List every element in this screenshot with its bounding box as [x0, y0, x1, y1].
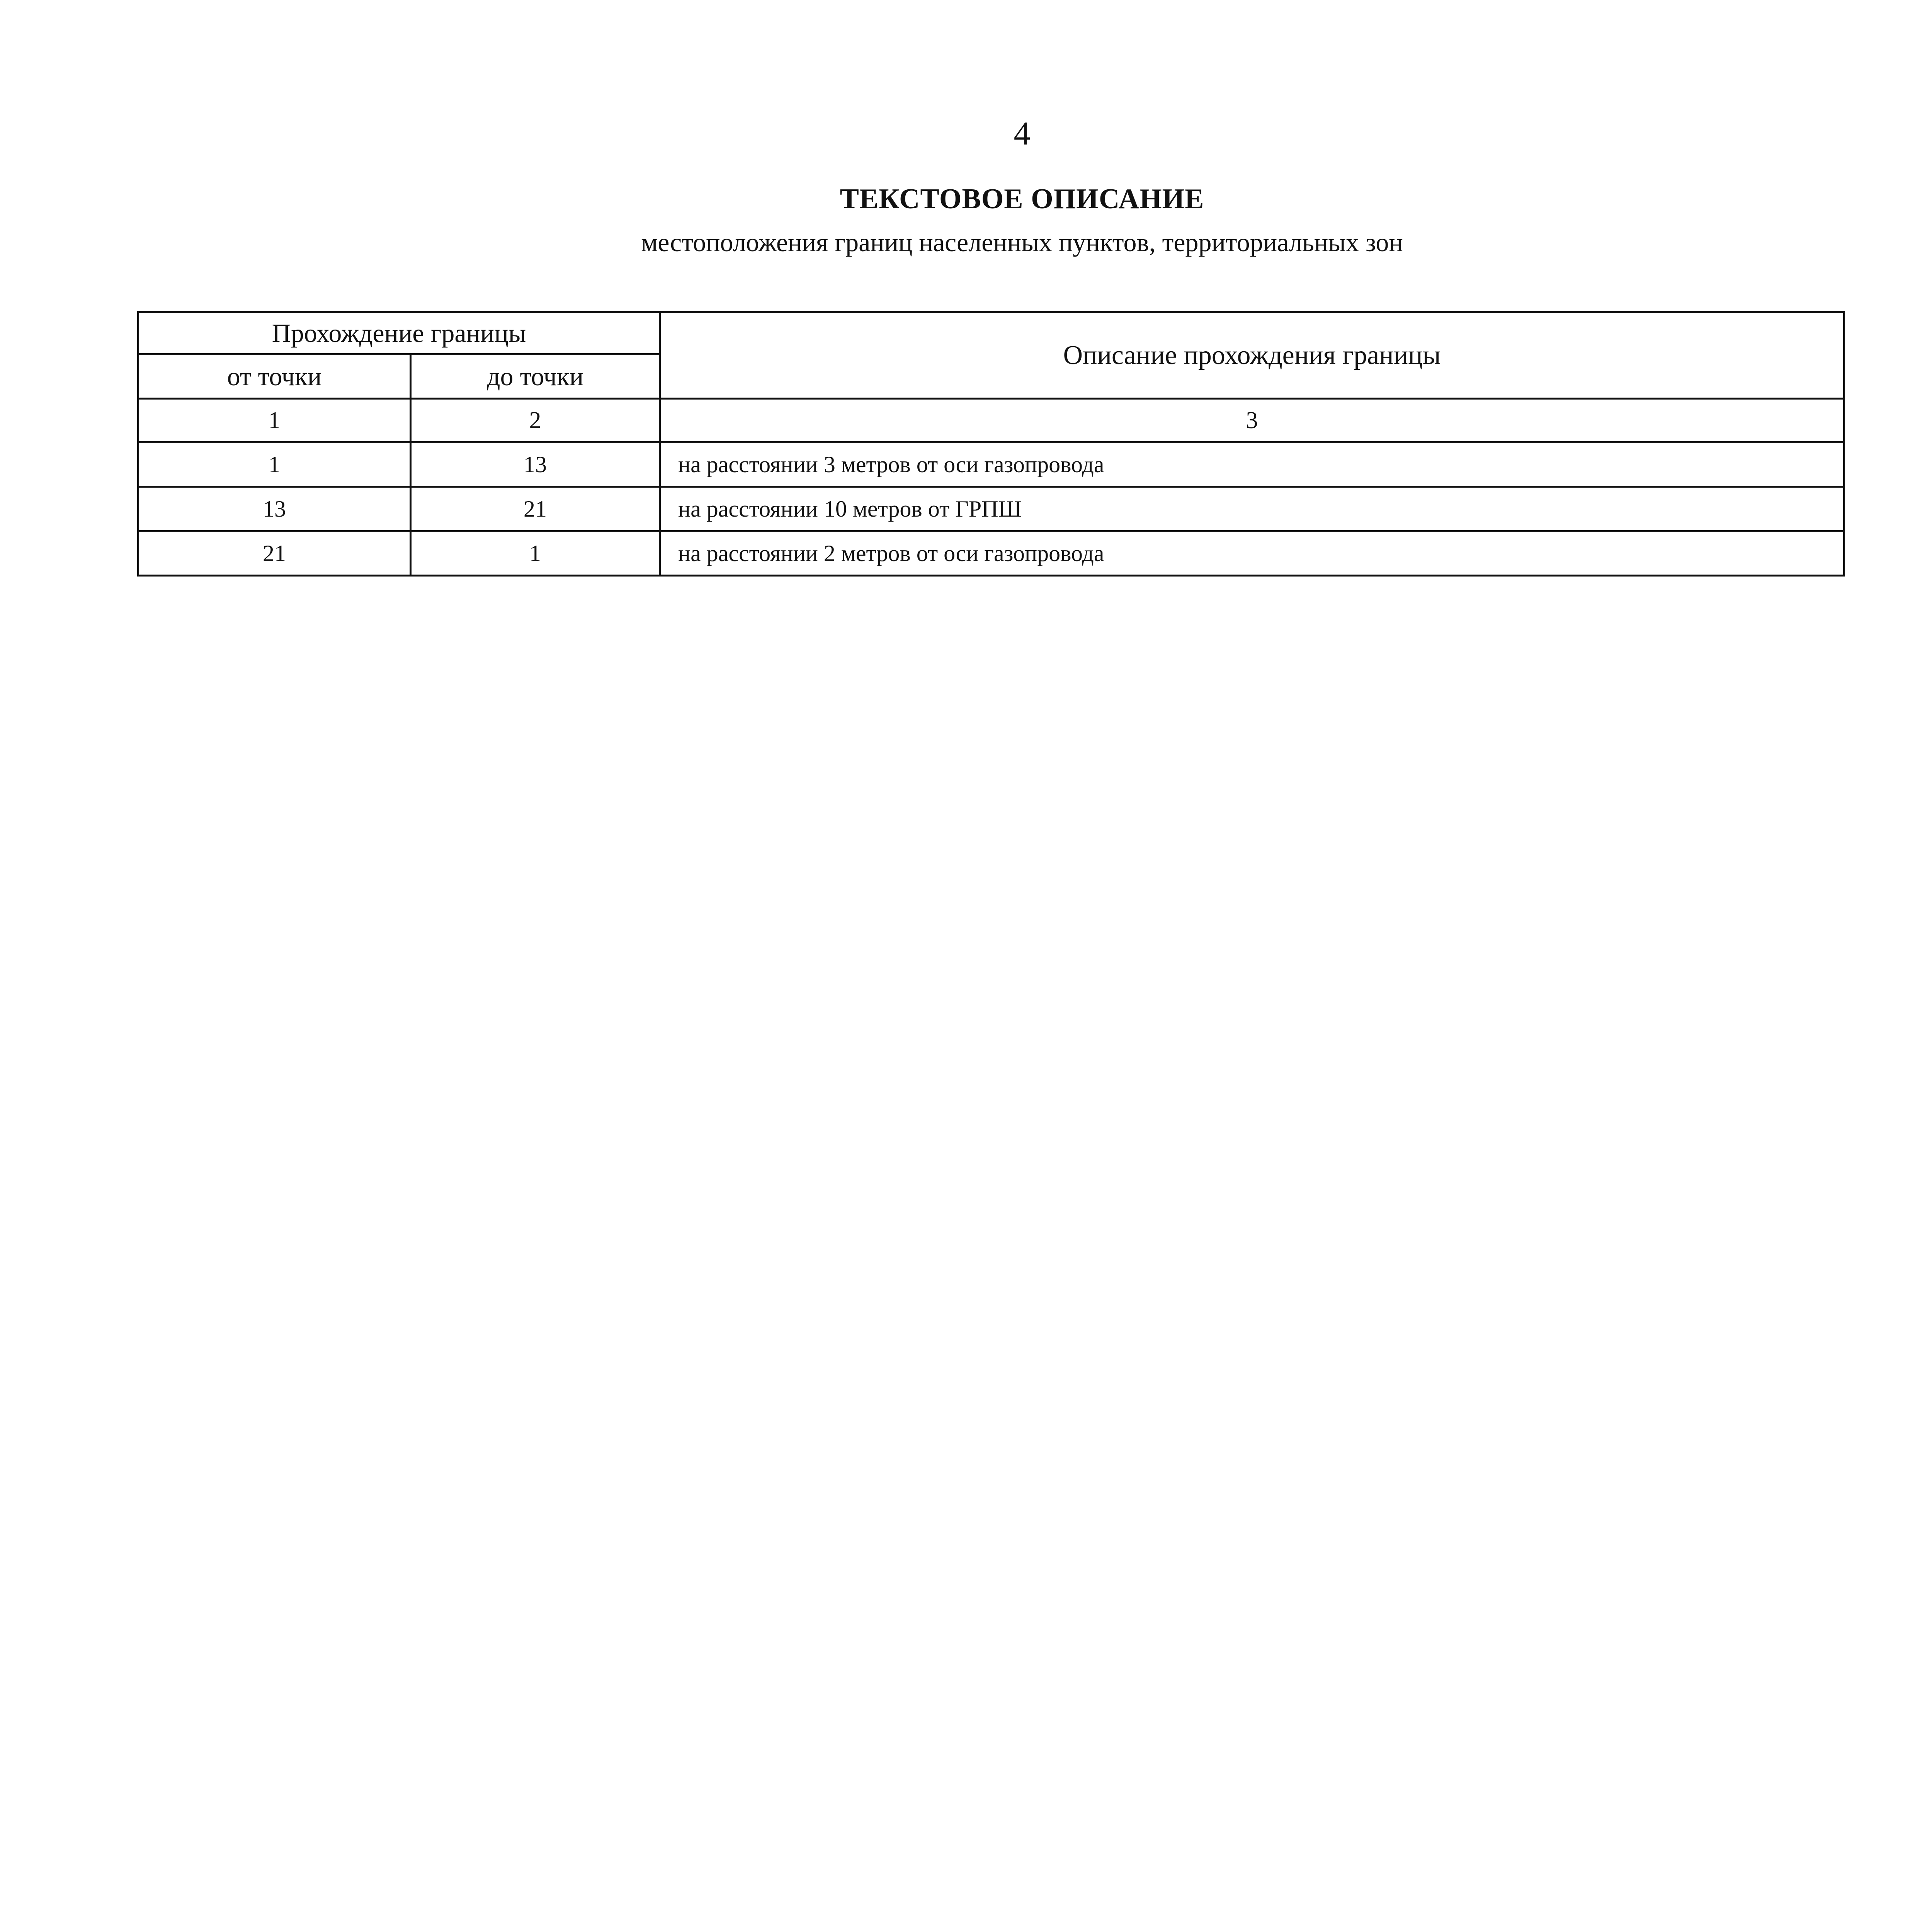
to-point-cell: 13 [411, 442, 660, 487]
table-row [138, 442, 1844, 487]
header-boundary-passage: Прохождение границы [138, 312, 660, 354]
table-row [138, 531, 1844, 576]
document-subtitle: местоположения границ населенных пунктов, территориальных зон [641, 228, 1403, 257]
from-point-cell: 13 [138, 487, 411, 531]
to-point-cell: 1 [411, 531, 660, 576]
description-cell: на расстоянии 2 метров от оси газопровода [660, 531, 1844, 576]
header-to-point: до точки [411, 354, 660, 399]
table-header-row [138, 312, 1844, 354]
header-description: Описание прохождения границы [660, 312, 1844, 399]
boundary-description-table [137, 311, 1845, 577]
table-row [138, 487, 1844, 531]
column-number: 3 [660, 399, 1844, 442]
to-point-cell: 21 [411, 487, 660, 531]
page-number: 4 [1014, 115, 1031, 152]
document-title: ТЕКСТОВОЕ ОПИСАНИЕ [840, 183, 1204, 215]
from-point-cell: 21 [138, 531, 411, 576]
description-cell: на расстоянии 10 метров от ГРПШ [660, 487, 1844, 531]
column-number: 1 [138, 399, 411, 442]
description-cell: на расстоянии 3 метров от оси газопровода [660, 442, 1844, 487]
column-numbers-row [138, 399, 1844, 442]
header-from-point: от точки [138, 354, 411, 399]
column-number: 2 [411, 399, 660, 442]
from-point-cell: 1 [138, 442, 411, 487]
